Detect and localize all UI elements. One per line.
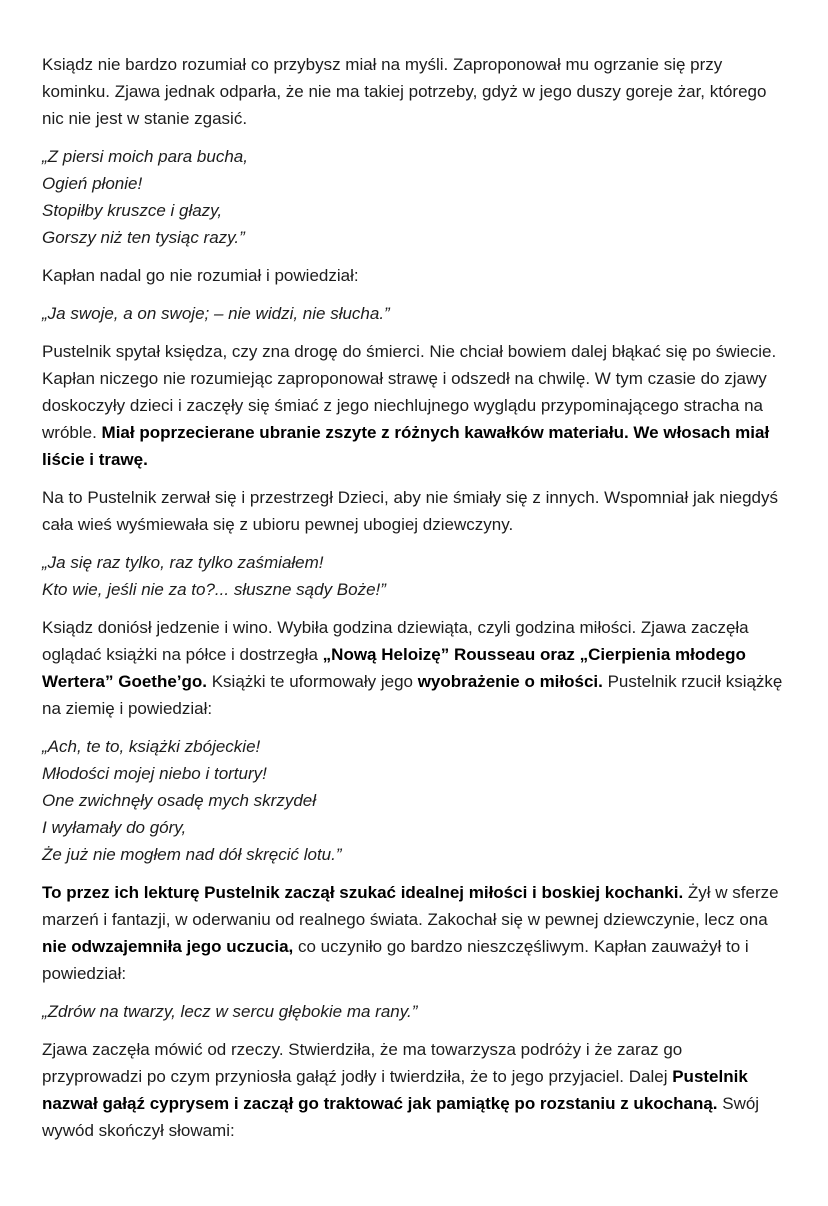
verse-line: Kto wie, jeśli nie za to?... słuszne sądy Boże!” xyxy=(42,580,386,599)
verse-quote xyxy=(42,733,786,868)
bold-highlight: Pustelnik nazwał gałąź cyprysem i zaczął go traktować jak pamiątkę po rozstaniu z ukochaną. xyxy=(42,1067,748,1113)
verse-line: Stopiłby kruszce i głazy, xyxy=(42,201,223,220)
verse-line: Młodości mojej niebo i tortury! xyxy=(42,764,267,783)
paragraph-text: Kapłan nadal go nie rozumiał i powiedział: xyxy=(42,266,359,285)
bold-highlight: „Nową Heloizę” Rousseau oraz „Cierpienia młodego Wertera” Goethe’go. xyxy=(42,645,746,691)
verse-line: Że już nie mogłem nad dół skręcić lotu.” xyxy=(42,845,342,864)
paragraph-text: Pustelnik rzucił książkę na ziemię i powiedział: xyxy=(42,672,783,718)
verse-line: One zwichnęły osadę mych skrzydeł xyxy=(42,791,317,810)
paragraph xyxy=(42,484,786,538)
paragraph-text: Na to Pustelnik zerwał się i przestrzegł Dzieci, aby nie śmiały się z innych. Wspomniał jak niegdyś cała wieś wyśmiewała się z ubioru pewnej ubogiej dziewczyny. xyxy=(42,488,779,534)
paragraph-text: Żył w sferze marzeń i fantazji, w oderwaniu od realnego świata. Zakochał się w pewnej dziewczynie, lecz ona xyxy=(42,883,779,929)
paragraph xyxy=(42,879,786,987)
bold-highlight: Miał poprzecierane ubranie zszyte z różnych kawałków materiału. We włosach miał liście i trawę. xyxy=(42,423,770,469)
verse-line: „Ach, te to, książki zbójeckie! xyxy=(42,737,261,756)
paragraph xyxy=(42,262,786,289)
paragraph-text: Książki te uformowały jego xyxy=(207,672,418,691)
verse-line: „Ja swoje, a on swoje; – nie widzi, nie słucha.” xyxy=(42,304,390,323)
verse-line: I wyłamały do góry, xyxy=(42,818,187,837)
verse-quote xyxy=(42,549,786,603)
paragraph-text: Zjawa zaczęła mówić od rzeczy. Stwierdziła, że ma towarzysza podróży i że zaraz go przyprowadzi po czym przyniosła gałąź jodły i twierdziła, że to jego przyjaciel. Dalej xyxy=(42,1040,683,1086)
paragraph xyxy=(42,614,786,722)
paragraph-text: Swój wywód skończył słowami: xyxy=(42,1094,760,1140)
verse-quote xyxy=(42,300,786,327)
paragraph xyxy=(42,51,786,132)
verse-quote xyxy=(42,998,786,1025)
paragraph xyxy=(42,1036,786,1144)
verse-line: „Zdrów na twarzy, lecz w sercu głębokie ma rany.” xyxy=(42,1002,418,1021)
verse-line: Gorszy niż ten tysiąc razy.” xyxy=(42,228,245,247)
bold-highlight: wyobrażenie o miłości. xyxy=(417,672,603,691)
verse-line: „Z piersi moich para bucha, xyxy=(42,147,248,166)
verse-line: Ogień płonie! xyxy=(42,174,143,193)
verse-quote xyxy=(42,143,786,251)
bold-highlight: To przez ich lekturę Pustelnik zaczął szukać idealnej miłości i boskiej kochanki. xyxy=(42,883,684,902)
paragraph-text: Ksiądz nie bardzo rozumiał co przybysz miał na myśli. Zaproponował mu ogrzanie się przy kominku. Zjawa jednak odparła, że nie ma takiej potrzeby, gdyż w jego duszy goreje żar, którego nic nie jest w stanie zgasić. xyxy=(42,55,767,128)
bold-highlight: nie odwzajemniła jego uczucia, xyxy=(42,937,294,956)
verse-line: „Ja się raz tylko, raz tylko zaśmiałem! xyxy=(42,553,324,572)
paragraph-text: co uczyniło go bardzo nieszczęśliwym. Kapłan zauważył to i powiedział: xyxy=(42,937,749,983)
paragraph xyxy=(42,338,786,473)
paragraph-text: Pustelnik spytał księdza, czy zna drogę do śmierci. Nie chciał bowiem dalej błąkać się po świecie. Kapłan niczego nie rozumiejąc zaproponował strawę i odszedł na chwilę. W tym czasie do zjawy doskoczyły dzieci i zaczęły się śmiać z jego niechlujnego wyglądu przypominającego stracha na wróble. xyxy=(42,342,777,442)
paragraph-text: Ksiądz doniósł jedzenie i wino. Wybiła godzina dziewiąta, czyli godzina miłości. Zjawa zaczęła oglądać książki na półce i dostrzegła xyxy=(42,618,749,664)
